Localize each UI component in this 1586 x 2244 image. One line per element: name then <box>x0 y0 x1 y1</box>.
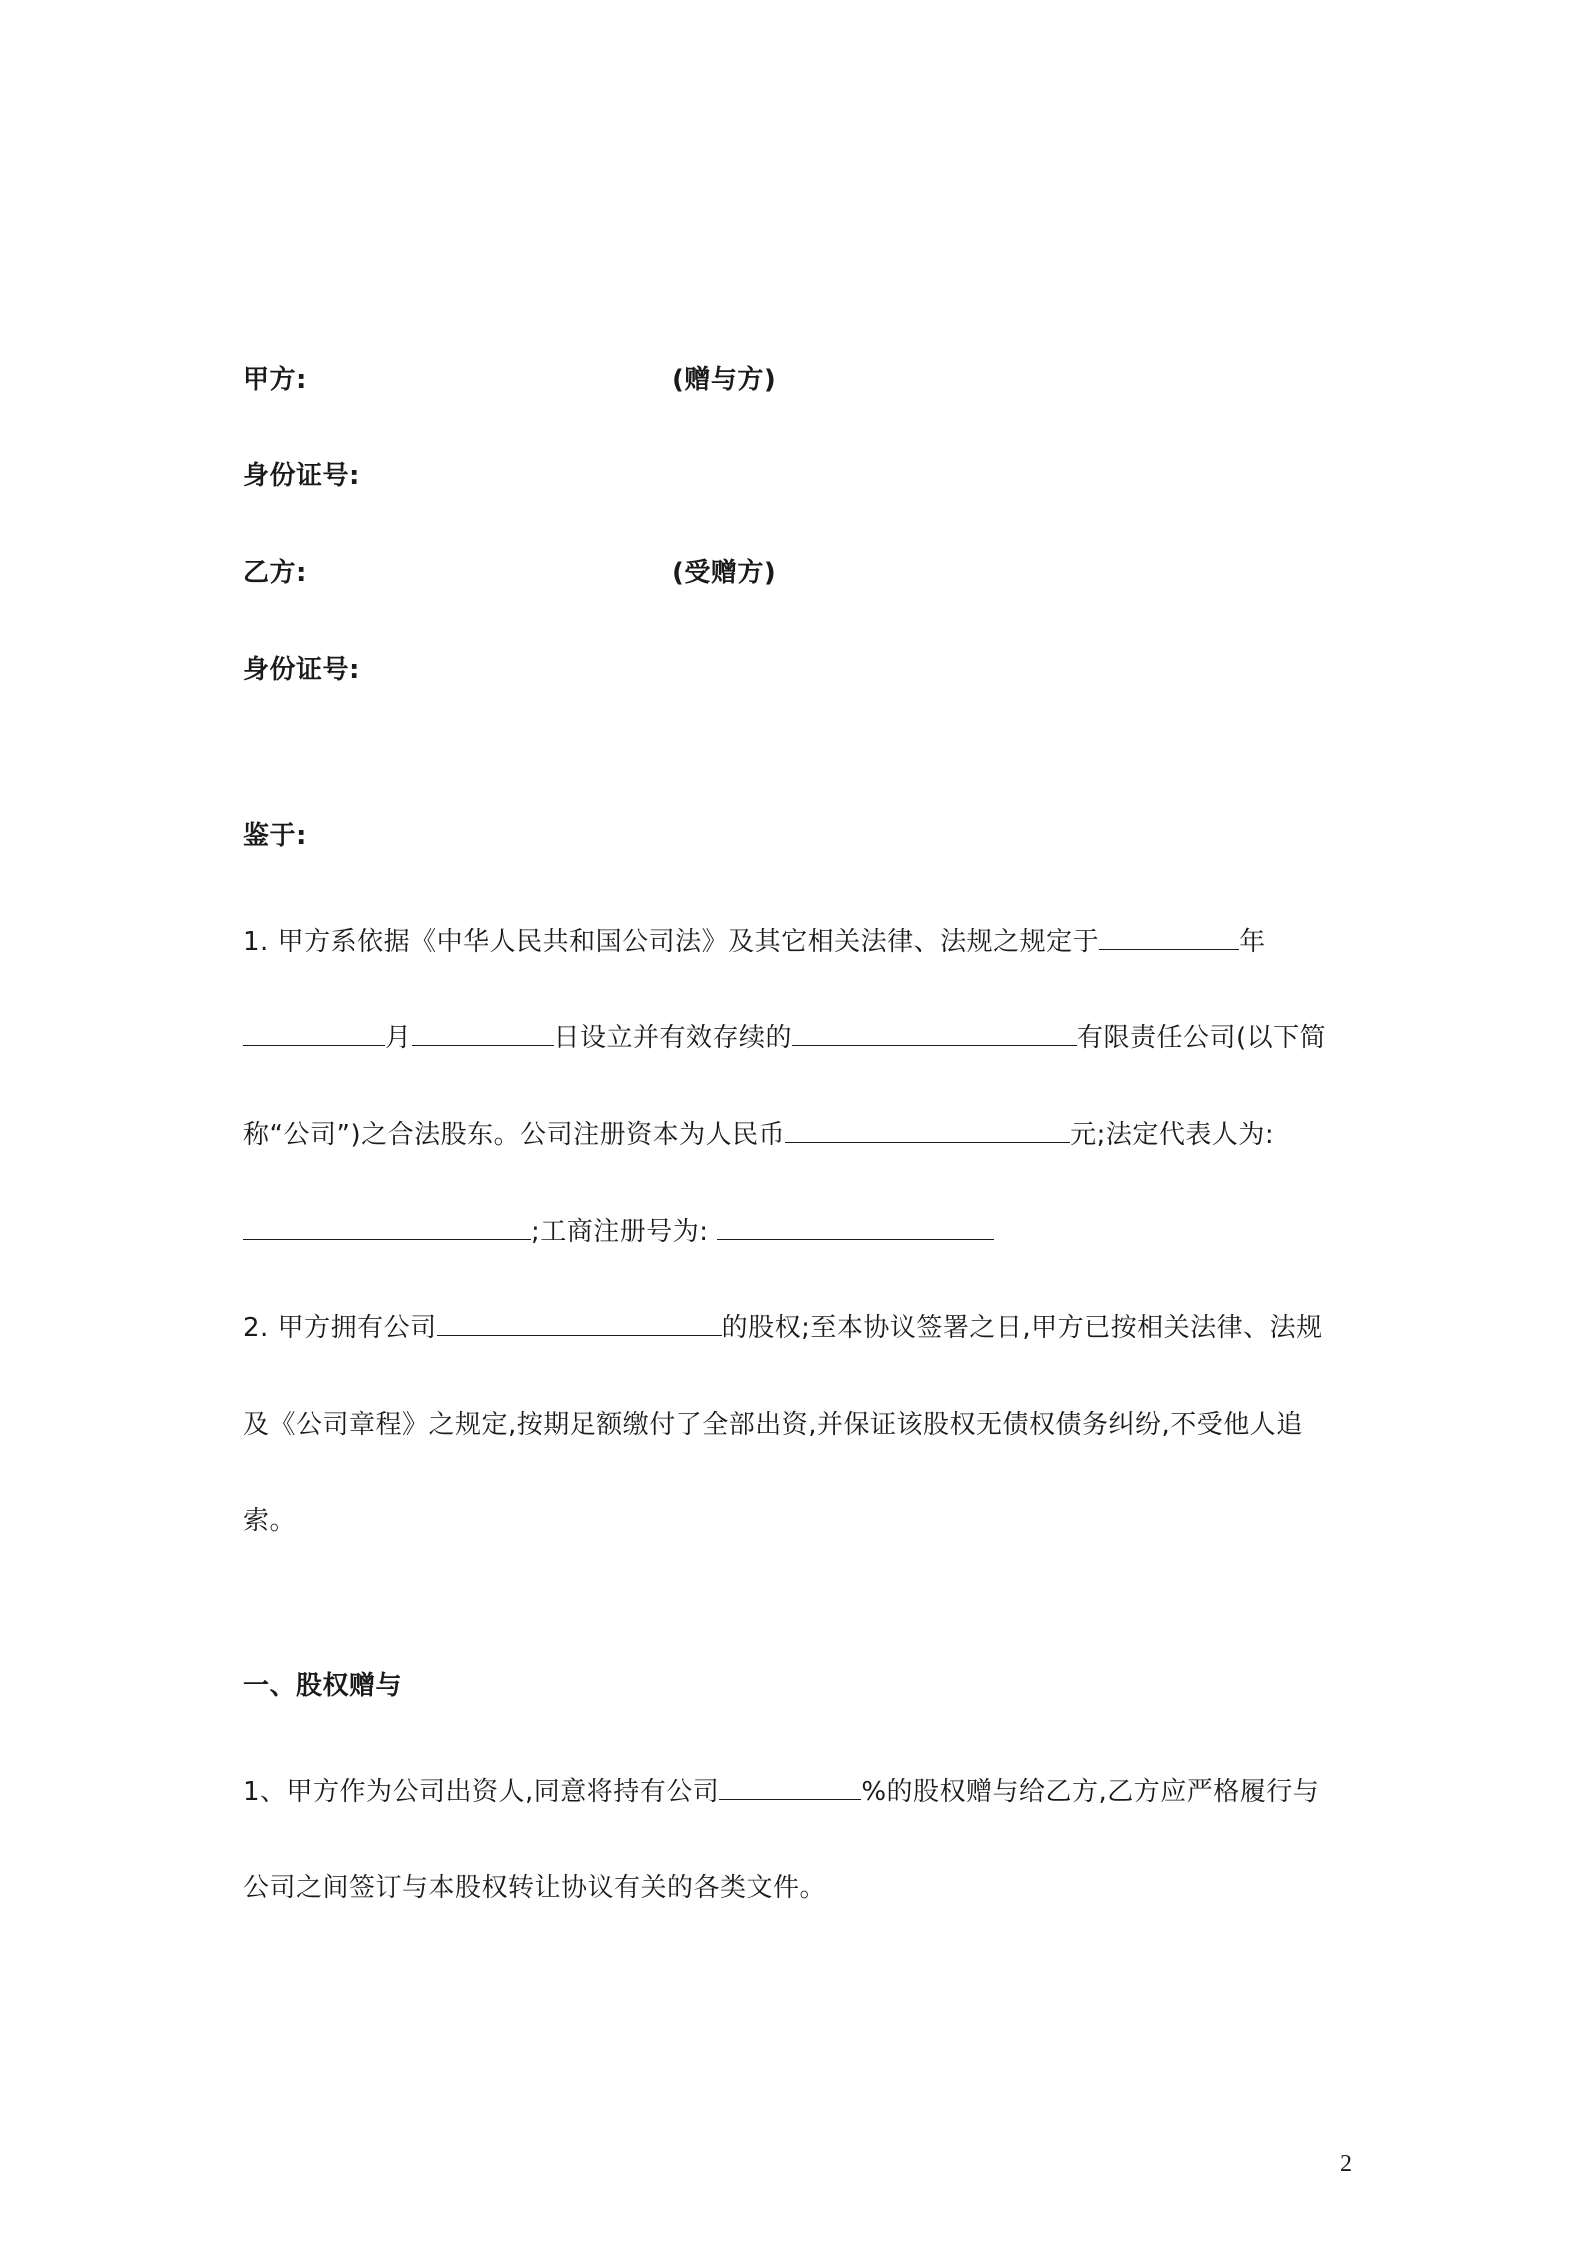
recital-1-line-2 <box>243 1020 1326 1056</box>
party-b-label: 乙方: <box>243 558 307 588</box>
recital-1-line-4 <box>243 1214 994 1250</box>
capital-text: 称“公司”)之合法股东。公司注册资本为人民币 <box>243 1120 786 1150</box>
party-b-id-label: 身份证号: <box>243 655 360 685</box>
party-a-label: 甲方: <box>243 365 307 395</box>
legal-rep-blank[interactable] <box>243 1215 531 1240</box>
party-a-id-label: 身份证号: <box>243 461 360 491</box>
party-b-line <box>243 555 307 591</box>
legal-rep-label: 元;法定代表人为: <box>1070 1120 1275 1150</box>
recital-1-line-3 <box>243 1117 1274 1153</box>
clause-1-suffix: %的股权赠与给乙方,乙方应严格履行与 <box>861 1777 1320 1807</box>
company-name-blank[interactable] <box>792 1021 1077 1046</box>
recital-2-text: 2. 甲方拥有公司 <box>243 1313 437 1343</box>
recital-2-line-3: 索。 <box>243 1506 297 1536</box>
recital-2-line-1 <box>243 1310 1323 1346</box>
party-a-line <box>243 362 307 398</box>
clause-1-line-2: 公司之间签订与本股权转让协议有关的各类文件。 <box>243 1873 827 1903</box>
capital-blank[interactable] <box>785 1118 1070 1143</box>
company-type-label: 有限责任公司(以下简 <box>1077 1023 1327 1053</box>
year-value-blank[interactable] <box>243 1021 385 1046</box>
recital-1-text: 1. 甲方系依据《中华人民共和国公司法》及其它相关法律、法规之规定于 <box>243 927 1100 957</box>
party-b-role: (受赠方) <box>672 558 777 588</box>
registration-label: ;工商注册号为: <box>531 1217 709 1247</box>
percentage-blank[interactable] <box>719 1775 861 1800</box>
registration-number-blank[interactable] <box>717 1215 994 1240</box>
recitals-heading: 鉴于: <box>243 821 307 851</box>
recital-1-line-1 <box>243 924 1266 960</box>
section-1-heading: 一、股权赠与 <box>243 1671 403 1701</box>
recital-2-line-2: 及《公司章程》之规定,按期足额缴付了全部出资,并保证该股权无债权债务纠纷,不受他人追 <box>243 1410 1303 1440</box>
year-blank[interactable] <box>1099 925 1239 950</box>
page-number: 2 <box>1340 2151 1352 2177</box>
clause-1-text: 1、甲方作为公司出资人,同意将持有公司 <box>243 1777 720 1807</box>
recital-2-suffix: 的股权;至本协议签署之日,甲方已按相关法律、法规 <box>721 1313 1323 1343</box>
year-label: 年 <box>1239 927 1266 957</box>
party-a-role: (赠与方) <box>672 365 777 395</box>
day-label: 日设立并有效存续的 <box>553 1023 793 1053</box>
month-blank[interactable] <box>412 1021 554 1046</box>
equity-blank[interactable] <box>437 1311 722 1336</box>
clause-1-line-1 <box>243 1774 1319 1810</box>
month-label: 月 <box>385 1023 412 1053</box>
